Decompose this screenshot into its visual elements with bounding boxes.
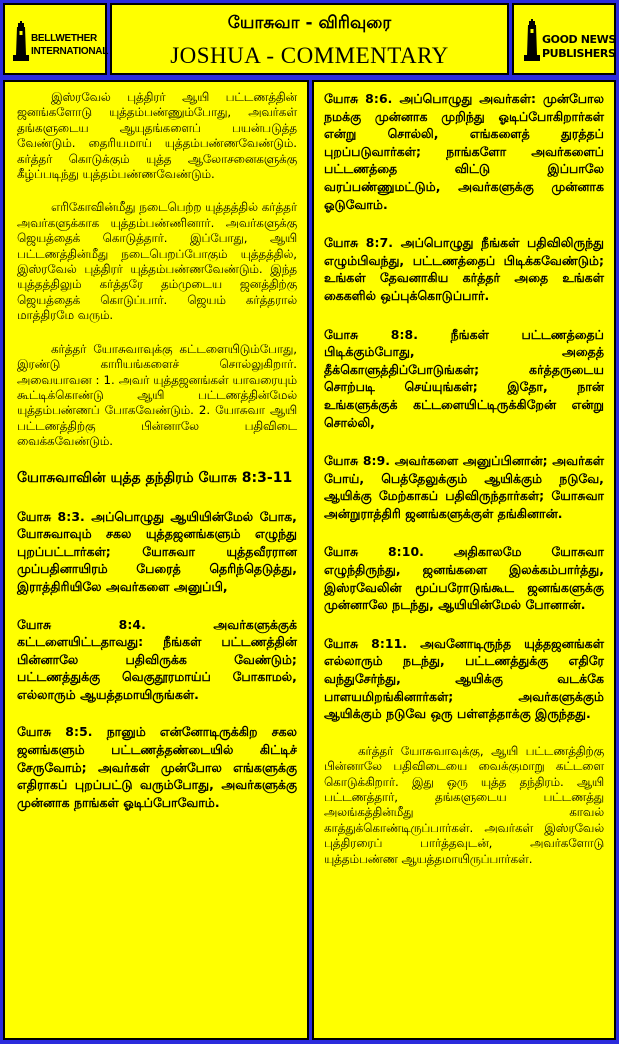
logo-line-1: GOOD NEWS — [542, 33, 616, 46]
verse: யோசு 8:10. அதிகாலமே யோசுவா எழுந்திருந்து, ஜனங்களை இலக்கம்பார்த்து, இஸ்ரவேலின் மூப்பரோடுங்கூட ஜனங்களுக்கு முன்னாலே நடந்து, ஆயியின்மேல் போனான். — [324, 544, 604, 613]
right-column — [312, 80, 616, 1040]
paragraph: கர்த்தர் யோசுவாவுக்கு, ஆயி பட்டணத்திற்கு பின்னாலே பதிவிடையை வைக்குமாறு கட்டளை கொடுக்கிறார். இது ஒரு யுத்த தந்திரம். ஆயி பட்டணத்தார், தங்களுடைய பட்டணத்து அலங்கத்தின்மீது காவல் காத்துக்கொண்டிருப்பார்கள். அவர்கள் இஸ்ரவேல் புத்திரரைப் பார்த்தவுடன், அவர்களோடு யுத்தம்பண்ண ஆயத்தமாயிருப்பார்கள். — [324, 743, 604, 866]
header — [3, 3, 616, 75]
tower-icon — [524, 19, 540, 61]
good-news-logo — [512, 3, 616, 75]
verse: யோசு 8:11. அவனோடிருந்த யுத்தஜனங்கள் எல்லாரும் நடந்து, பட்டணத்துக்கு எதிரே வந்துசேர்ந்து, ஆயிக்கு வடக்கே பாளயமிறங்கினார்கள்; அவர்களுக்கும் ஆயிக்கும் நடுவே ஒரு பள்ளத்தாக்கு இருந்தது. — [324, 635, 604, 722]
title-box — [110, 3, 509, 75]
section-heading: யோசுவாவின் யுத்த தந்திரம் யோசு 8:3-11 — [17, 469, 293, 486]
paragraph: இஸ்ரவேல் புத்திரர் ஆயி பட்டணத்தின் ஜனங்களோடு யுத்தம்பண்ணும்போது, அவர்கள் தங்களுடைய ஆயுதங்களைப் பயன்படுத்த வேண்டும். தைரியமாய் யுத்தம்பண்ணவேண்டும். கர்த்தர் கொடுக்கும் யுத்த ஆலோசனைகளுக்கு கீழ்ப்படிந்து யுத்தம்பண்ணவேண்டும். — [17, 90, 297, 182]
title-english: JOSHUA - COMMENTARY — [170, 43, 449, 68]
paragraph: கர்த்தர் யோசுவாவுக்கு கட்டளையிடும்போது, இரண்டு காரியங்களைச் சொல்லுகிறார். அவையாவன : 1. அவர் யுத்தஜனங்கள் யாவரையும் கூட்டிக்கொண்டு ஆயி பட்டணத்தின்மேல் யுத்தம்பண்ணப் போகவேண்டும். 2. யோசுவா ஆயி பட்டணத்திற்கு பின்னாலே பதிவிடை வைக்கவேண்டும். — [17, 341, 297, 449]
left-column — [3, 80, 309, 1040]
logo-line-2: PUBLISHERS — [542, 47, 616, 60]
verse: யோசு 8:5. நானும் என்னோடிருக்கிற சகல ஜனங்களும் பட்டணத்தண்டையில் கிட்டிச் சேருவோம்; அவர்கள் முன்போல எங்களுக்கு எதிராகப் புறப்பட்டு வரும்போது, அவர்களுக்கு முன்னாக நாங்கள் ஓடிப்போவோம். — [17, 724, 297, 810]
tower-icon — [13, 21, 29, 61]
title-tamil: யோசுவா - விரிவுரை — [227, 13, 392, 33]
verse: யோசு 8:3. அப்பொழுது ஆயியின்மேல் போக, யோசுவாவும் சகல யுத்தஜனங்களும் எழுந்து புறப்பட்டார்கள்; யோசுவா யுத்தவீரரான முப்பதினாயிரம் பேரைத் தெரிந்தெடுத்து, இராத்திரியிலே அவர்களை அனுப்பி, — [17, 508, 297, 594]
verse: யோசு 8:8. நீங்கள் பட்டணத்தைப் பிடிக்கும்போது, அதைத் தீக்கொளுத்திப்போடுங்கள்; கர்த்தருடைய சொற்படி செய்யுங்கள்; இதோ, நான் உங்களுக்குக் கட்டளையிட்டிருக்கிறேன் என்று சொல்லி, — [324, 326, 604, 430]
verse: யோசு 8:4. அவர்களுக்குக் கட்டளையிட்டதாவது: நீங்கள் பட்டணத்தின் பின்னாலே பதிவிருக்க வேண்டும்; பட்டணத்துக்கு வெகுதூரமாய்ப் போகாமல், எல்லாரும் ஆயத்தமாயிருங்கள். — [17, 616, 297, 702]
bellwether-logo — [3, 3, 107, 75]
logo-line-1: BELLWETHER — [31, 33, 97, 44]
verse: யோசு 8:9. அவர்களை அனுப்பினான்; அவர்கள் போய், பெத்தேலுக்கும் ஆயிக்கும் நடுவே, ஆயிக்கு மேற்காகப் பதிவிருந்தார்கள்; யோசுவா அன்றுராத்திரி ஜனங்களுக்குள் தங்கினான். — [324, 453, 604, 521]
verse: யோசு 8:6. அப்பொழுது அவர்கள்: முன்போல நமக்கு முன்னாக முறிந்து ஓடிப்போகிறார்கள் என்று சொல்லி, எங்களைத் துரத்தப் புறப்படுவார்கள்; நாங்களோ அவர்களைப் பட்டணத்தை விட்டு இப்பாலே வரப்பண்ணுமட்டும், அவர்களுக்கு முன்னாக ஓடுவோம். — [324, 91, 604, 212]
logo-line-2: INTERNATIONAL — [31, 46, 109, 57]
verse: யோசு 8:7. அப்பொழுது நீங்கள் பதிவிலிருந்து எழும்பிவந்து, பட்டணத்தைப் பிடிக்கவேண்டும்; உங்கள் தேவனாகிய கர்த்தர் அதை உங்கள் கைகளில் ஒப்புக்கொடுப்பார். — [324, 235, 604, 303]
paragraph: எரிகோவின்மீது நடைபெற்ற யுத்தத்தில் கர்த்தர் அவர்களுக்காக யுத்தம்பண்ணினார். அவர்களுக்கு ஜெயத்தைக் கொடுத்தார். இப்போது, ஆயி பட்டணத்தின்மீது நடைபெறப்போகும் யுத்தத்தில், இஸ்ரவேல் புத்திரர் யுத்தம்பண்ணவேண்டும். இந்த யுத்தத்திலும் கர்த்தரே தம்முடைய ஜனத்திற்கு ஜெயத்தைக் கொடுப்பார். ஜெயம் கர்த்தரால் மாத்திரமே வரும். — [17, 200, 297, 323]
